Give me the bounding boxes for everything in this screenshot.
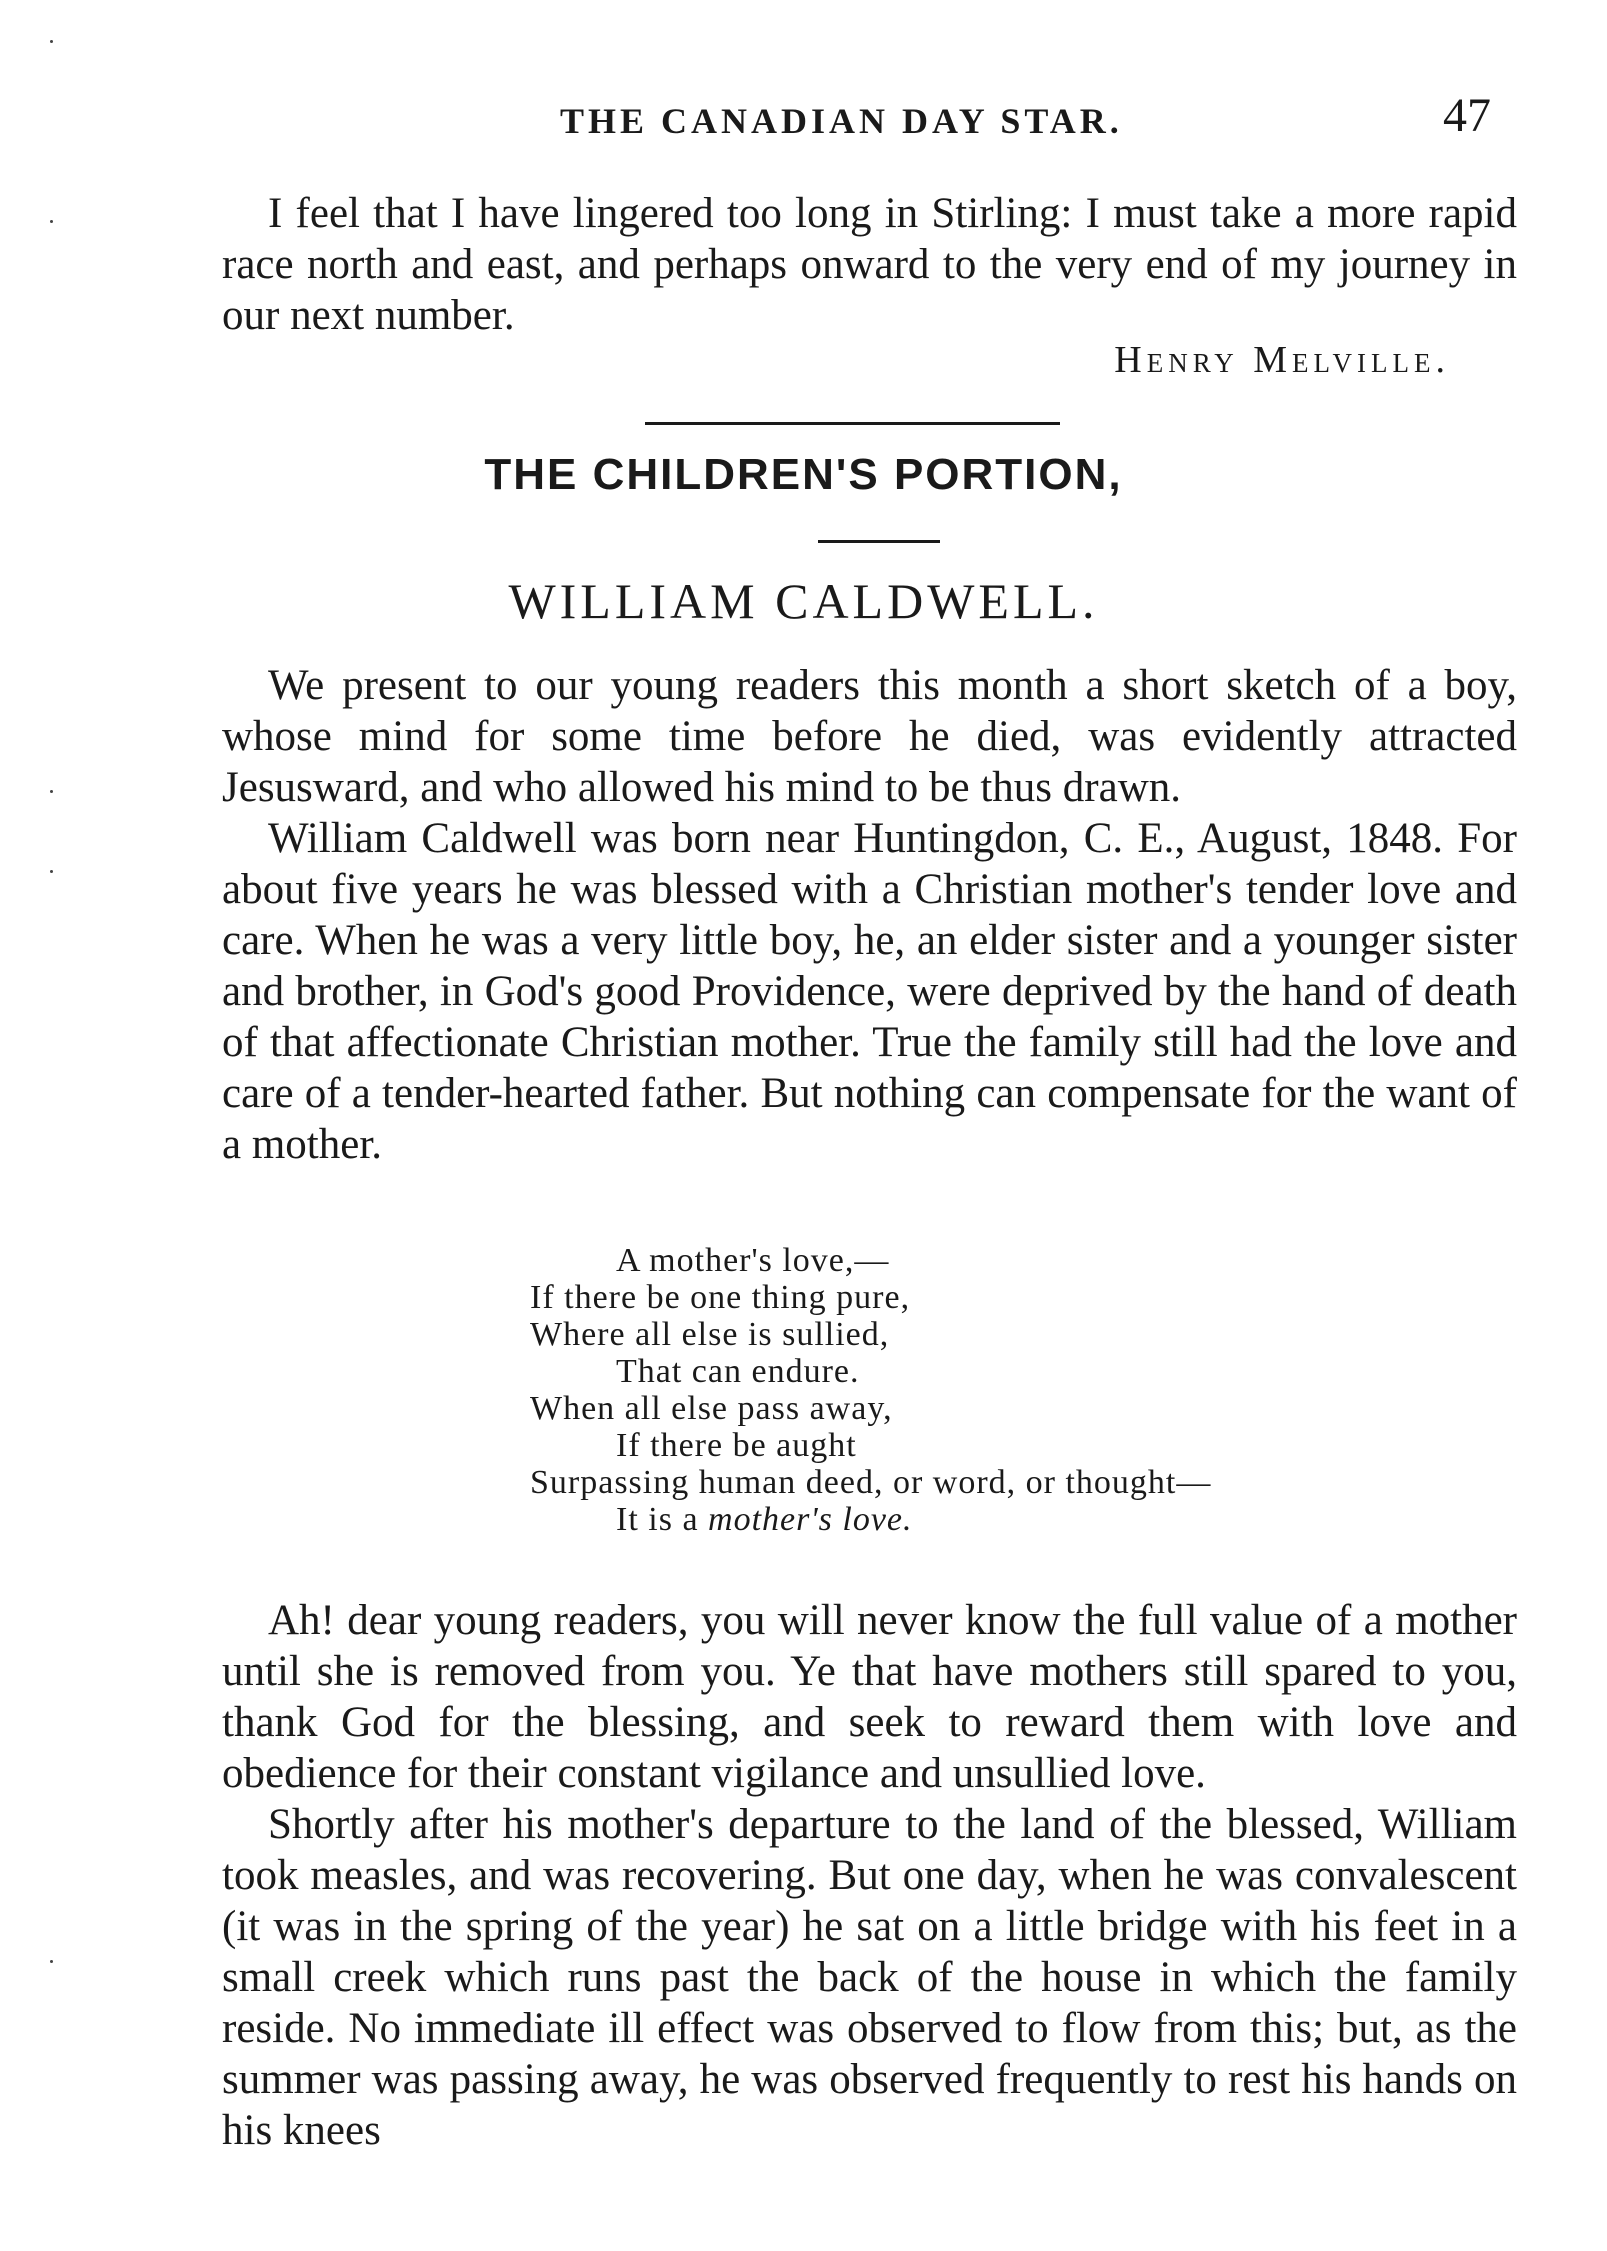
intro-text [222,188,1517,341]
margin-speck [50,220,53,223]
poem-last-line [530,1501,1211,1538]
poem-line: Surpassing human deed, or word, or thought— [530,1464,1212,1501]
poem-line: Where all else is sullied, [530,1316,890,1353]
author-signature: Henry Melville. [1114,339,1450,381]
poem-last-line-italic: mother's love. [708,1501,913,1538]
poem-line: If there be one thing pure, [530,1279,911,1316]
margin-speck [50,790,53,793]
margin-speck [50,40,53,43]
poem-line: When all else pass away, [530,1390,893,1427]
margin-speck [50,870,53,873]
poem-line: If there be aught [616,1427,857,1464]
page-number: 47 [1443,89,1491,142]
story-paragraph-4: Shortly after his mother's departure to the land of the blessed, William took measles, and was recovering. But one day, when he was convalescent (it was in the spring of the year) he sat on a little bridge with his feet in a small creek which runs past the back of the house in which the family reside. No immediate ill effect was observed to flow from this; but, as the summer was passing away, he was observed frequently to rest his hands on his knees [222,1801,1517,2154]
poem [530,1242,1211,1538]
story-paragraph-1: We present to our young readers this month a short sketch of a boy, whose mind for some time before he died, was evidently attracted Jesusward, and who allowed his mind to be thus drawn. [222,662,1517,811]
section-title: THE CHILDREN'S PORTION, [484,450,1123,499]
running-title: THE CANADIAN DAY STAR. [560,101,1123,141]
section-divider [645,422,1060,425]
intro-paragraph: I feel that I have lingered too long in Stirling: I must take a more rapid race north and east, and perhaps onward to the very end of my journey in our next number. [222,190,1517,339]
margin-speck [50,1960,53,1963]
story-title: WILLIAM CALDWELL. [508,573,1099,629]
poem-line: That can endure. [616,1353,860,1390]
title-divider [818,540,940,543]
story-paragraph-2: William Caldwell was born near Huntingdon, C. E., August, 1848. For about five years he was blessed with a Christian mother's tender love and care. When he was a very little boy, he, an elder sister and a younger sister and brother, in God's good Providence, were deprived by the hand of death of that affectionate Christian mother. True the family still had the love and care of a tender-hearted father. But nothing can compensate for the want of a mother. [222,815,1517,1168]
poem-last-line-prefix: It is a [616,1501,709,1538]
story-text-bottom [222,1595,1517,2156]
poem-line: A mother's love,— [616,1242,890,1279]
story-text-top [222,660,1517,1170]
story-paragraph-3: Ah! dear young readers, you will never know the full value of a mother until she is removed from you. Ye that have mothers still spared to you, thank God for the blessing, and seek to reward them with love and obedience for their constant vigilance and unsullied love. [222,1597,1517,1797]
